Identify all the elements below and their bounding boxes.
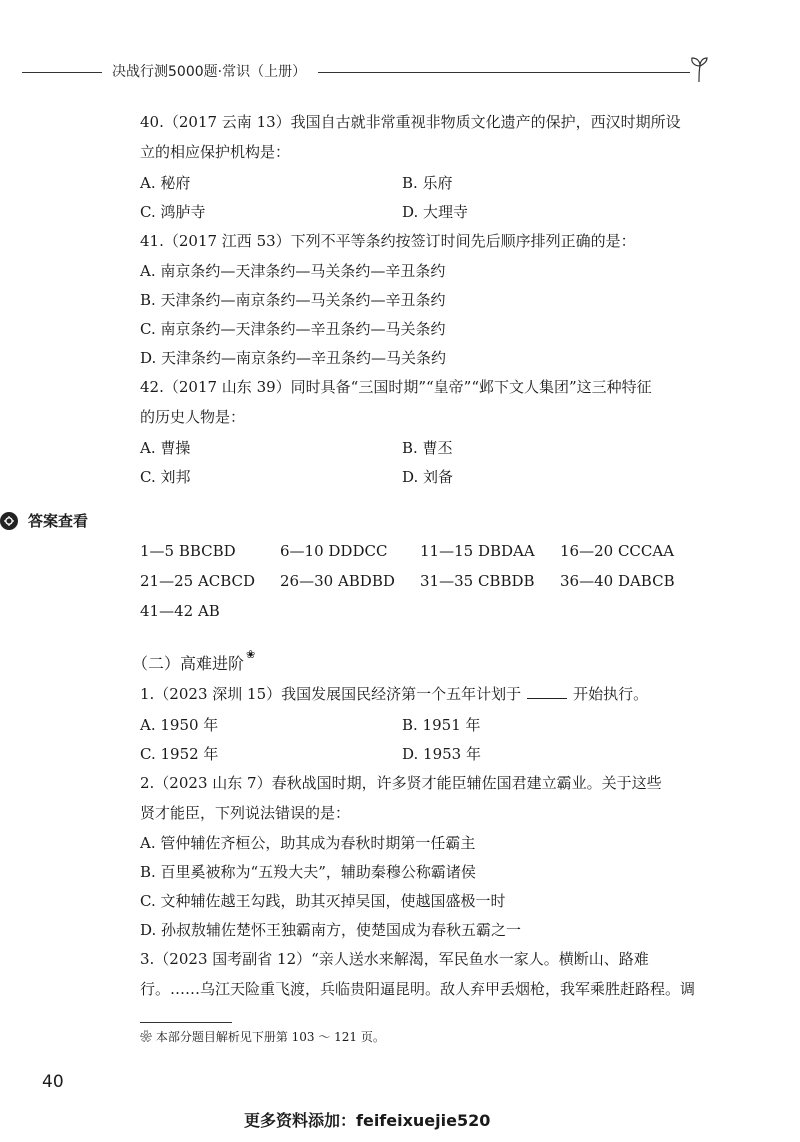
- option-a: A. 曹操: [140, 439, 191, 457]
- options: [140, 169, 700, 227]
- question-stem-continued: 立的相应保护机构是：: [140, 143, 291, 161]
- option-c: C. 鸿胪寺: [140, 203, 206, 221]
- section-heading: [132, 648, 700, 680]
- option-a: A. 管仲辅佐齐桓公，助其成为春秋时期第一任霸主: [140, 834, 476, 852]
- page-number: 40: [42, 1072, 64, 1092]
- question-40: [140, 108, 700, 227]
- answer-key-heading: [28, 506, 700, 536]
- question-stem: 40.（2017 云南 13）我国自古就非常重视非物质文化遗产的保护，西汉时期所设: [140, 113, 681, 131]
- option-b: B. 百里奚被称为“五羖大夫”，辅助秦穆公称霸诸侯: [140, 863, 476, 881]
- question-b3: [140, 945, 700, 1004]
- question-b2: [140, 769, 700, 945]
- answer-range: 16—20 CCCAA: [560, 542, 675, 560]
- answer-range: 41—42 AB: [140, 602, 220, 620]
- options: [140, 434, 700, 492]
- question-stem: 41.（2017 江西 53）下列不平等条约按签订时间先后顺序排列正确的是：: [140, 232, 636, 250]
- answer-range: 1—5 BBCBD: [140, 542, 236, 560]
- answer-key-grid: [0, 536, 700, 626]
- option-d: D. 刘备: [402, 468, 454, 486]
- footnote: ❀ 本部分题目解析见下册第 103 ～ 121 页。: [140, 1030, 385, 1044]
- option-d: D. 孙叔敖辅佐楚怀王独霸南方，使楚国成为春秋五霸之一: [140, 921, 522, 939]
- flower-mark-icon: ❀: [246, 648, 256, 661]
- footnote-rule: [140, 1022, 232, 1023]
- question-stem: 42.（2017 山东 39）同时具备“三国时期”“皇帝”“邺下文人集团”这三种特征: [140, 378, 652, 396]
- question-b1: [140, 680, 700, 769]
- answer-blank: [527, 684, 567, 699]
- option-c: C. 南京条约—天津条约—辛丑条约—马关条约: [140, 320, 446, 338]
- stem-after-blank: 开始执行。: [573, 685, 649, 703]
- option-b: B. 曹丕: [402, 439, 453, 457]
- page-content: [28, 108, 700, 1005]
- sprout-icon: [688, 56, 710, 82]
- answer-badge-icon: [0, 512, 18, 530]
- header-rule-right: [318, 72, 690, 73]
- question-stem-continued: 贤才能臣，下列说法错误的是：: [140, 804, 351, 822]
- option-c: C. 1952 年: [140, 745, 219, 763]
- question-stem-continued: 行。……乌江天险重飞渡，兵临贵阳逼昆明。敌人弃甲丢烟枪，我军乘胜赶路程。调: [140, 980, 696, 998]
- answer-range: 11—15 DBDAA: [420, 542, 535, 560]
- answer-range: 31—35 CBBDB: [420, 572, 535, 590]
- option-b: B. 乐府: [402, 174, 453, 192]
- option-b: B. 天津条约—南京条约—马关条约—辛丑条约: [140, 291, 446, 309]
- book-title: 决战行测5000题·常识（上册）: [112, 64, 307, 80]
- question-stem: 2.（2023 山东 7）春秋战国时期，许多贤才能臣辅佐国君建立霸业。关于这些: [140, 774, 662, 792]
- question-stem: [140, 680, 700, 709]
- stem-before-blank: 1.（2023 深圳 15）我国发展国民经济第一个五年计划于: [140, 685, 522, 703]
- option-c: C. 文种辅佐越王勾践，助其灭掉吴国，使越国盛极一时: [140, 892, 506, 910]
- option-a: A. 南京条约—天津条约—马关条约—辛丑条约: [140, 262, 446, 280]
- answer-range: 26—30 ABDBD: [280, 572, 395, 590]
- section-title: （二）高难进阶: [132, 654, 245, 673]
- option-d: D. 天津条约—南京条约—辛丑条约—马关条约: [140, 349, 447, 367]
- question-42: [140, 373, 700, 492]
- running-header: [0, 56, 800, 86]
- question-41: [140, 227, 700, 373]
- answer-range: 36—40 DABCB: [560, 572, 675, 590]
- option-b: B. 1951 年: [402, 716, 481, 734]
- answer-key-title: 答案查看: [28, 512, 89, 530]
- question-stem-continued: 的历史人物是：: [140, 408, 246, 426]
- option-a: A. 1950 年: [140, 716, 219, 734]
- question-stem: 3.（2023 国考副省 12）“亲人送水来解渴，军民鱼水一家人。横断山、路难: [140, 950, 649, 968]
- answer-range: 21—25 ACBCD: [140, 572, 256, 590]
- header-rule-left: [22, 72, 102, 73]
- option-d: D. 大理寺: [402, 203, 469, 221]
- option-c: C. 刘邦: [140, 468, 191, 486]
- answer-range: 6—10 DDDCC: [280, 542, 388, 560]
- promo-text: 更多资料添加：feifeixuejie520: [244, 1111, 491, 1130]
- option-d: D. 1953 年: [402, 745, 481, 763]
- option-a: A. 秘府: [140, 174, 191, 192]
- options: [140, 711, 700, 769]
